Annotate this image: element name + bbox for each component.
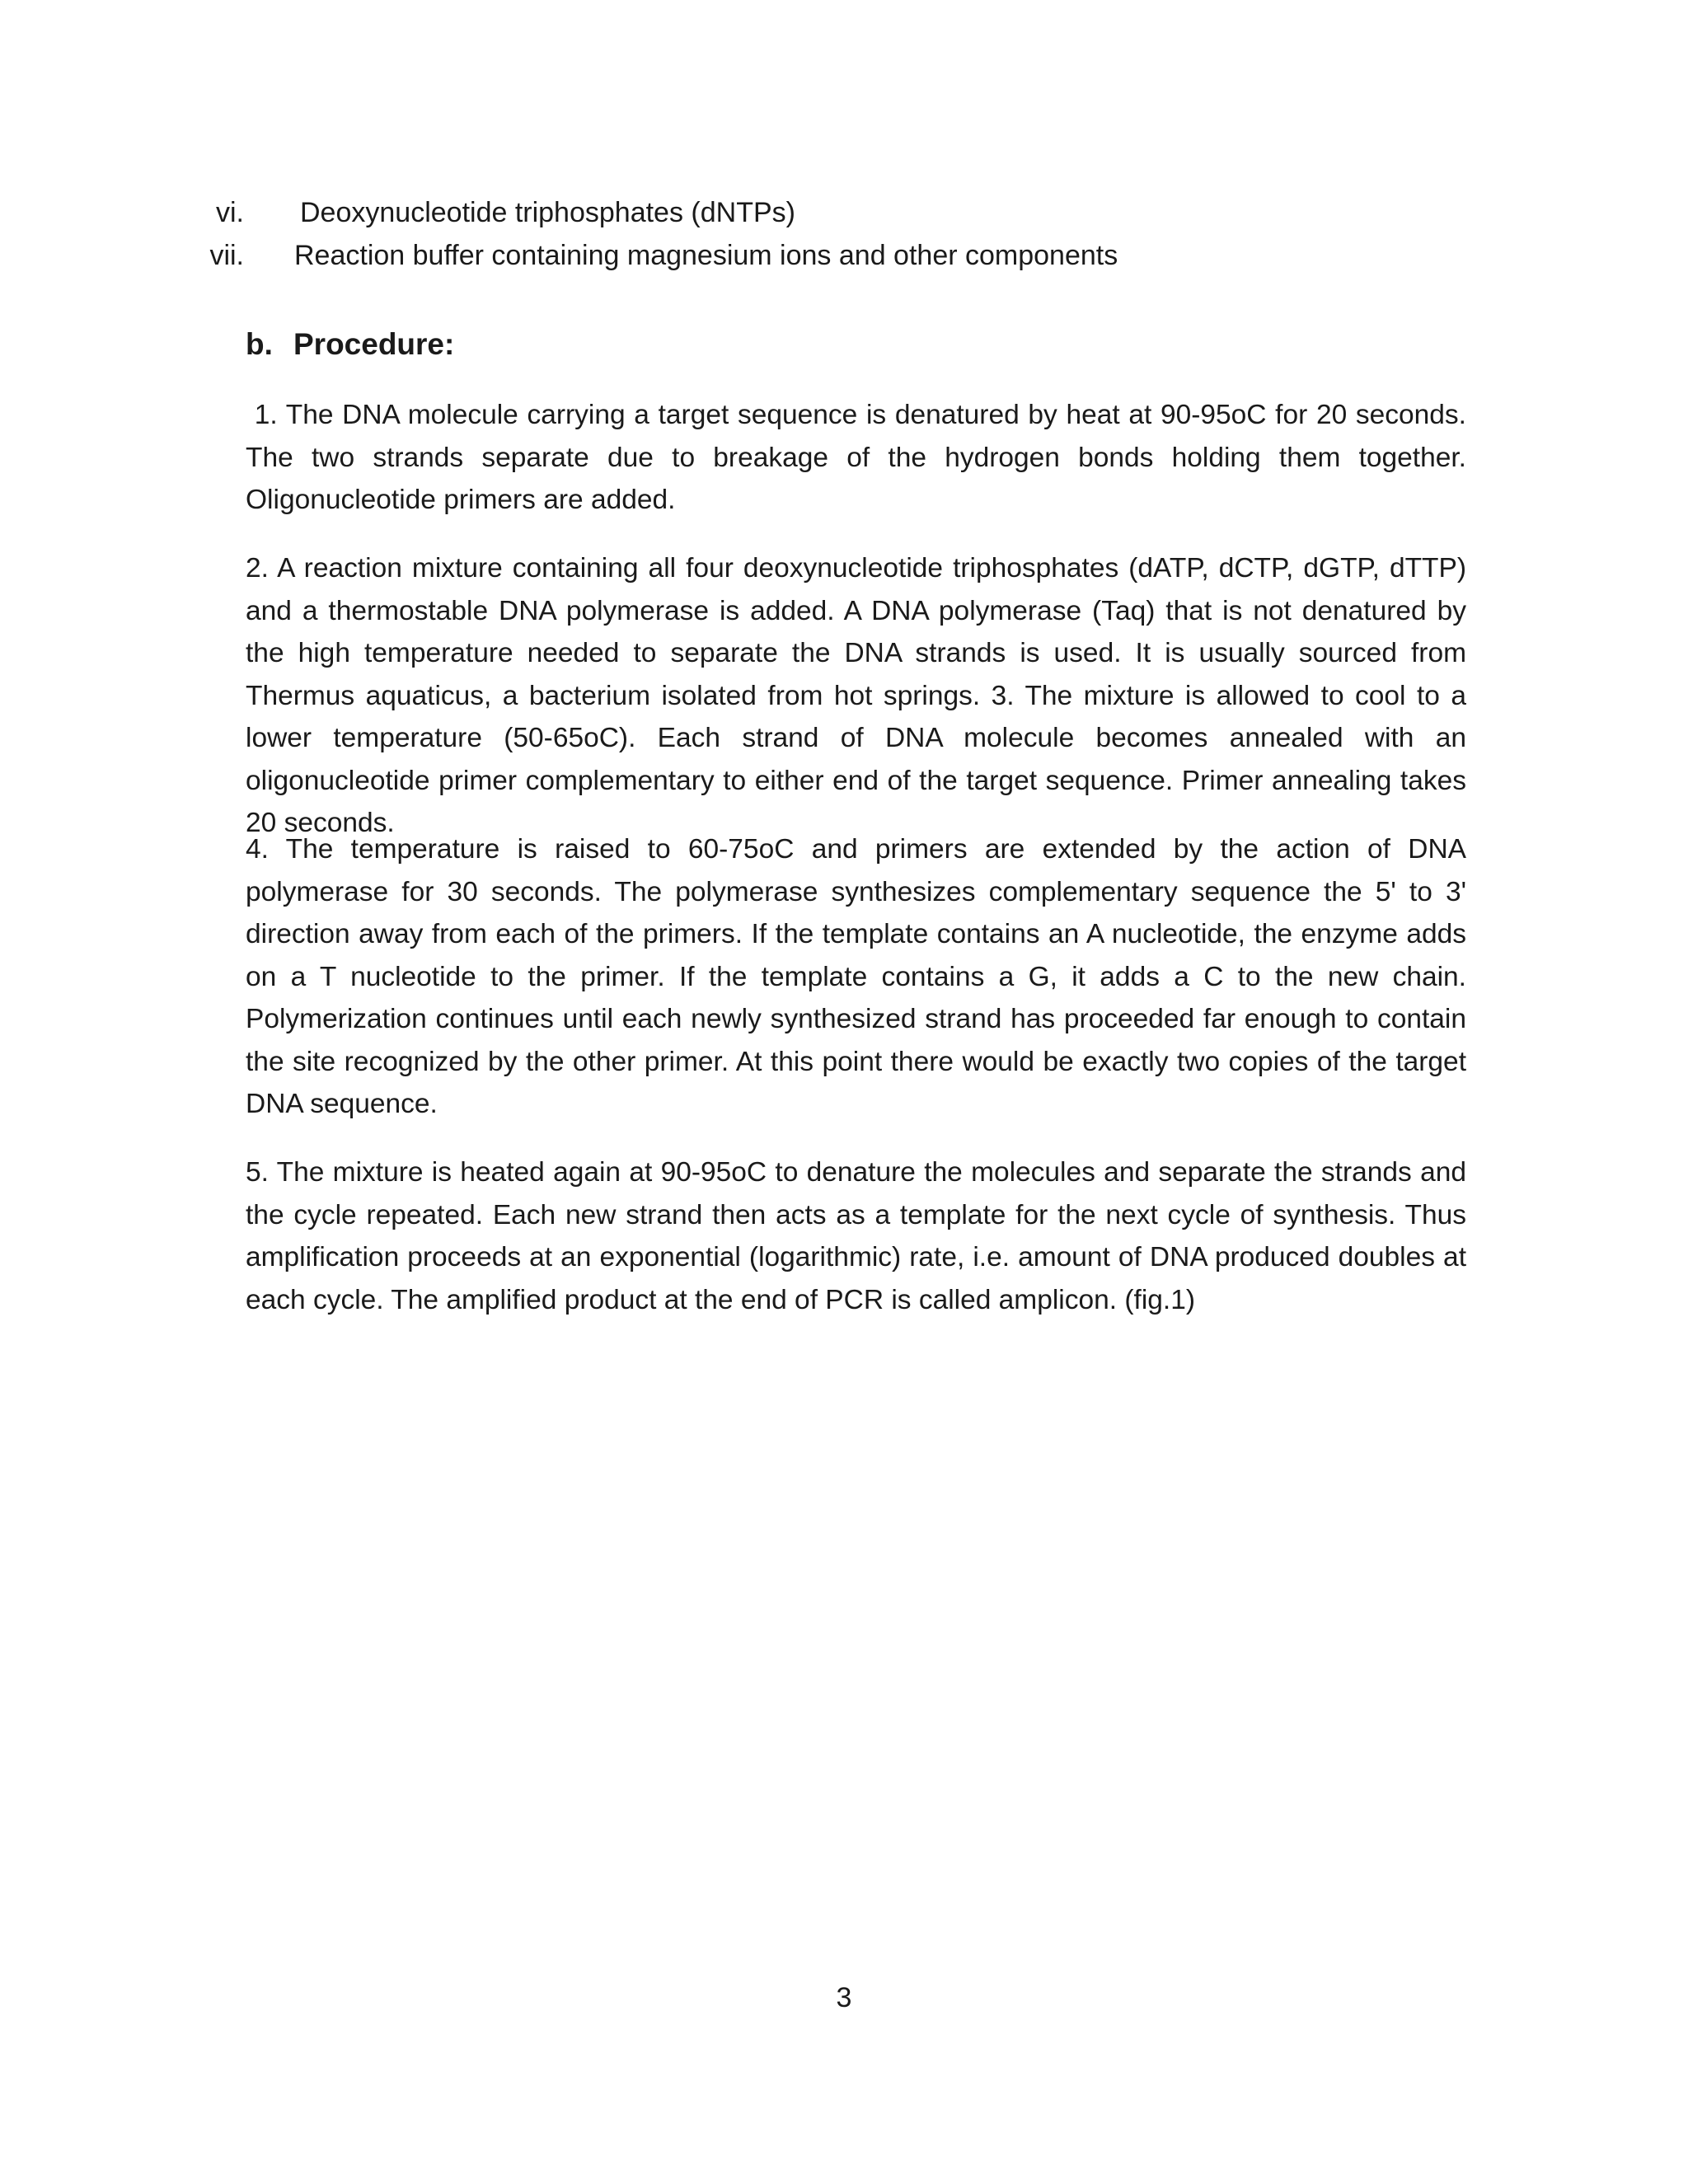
section-marker: b.	[246, 327, 273, 361]
list-item-text: Deoxynucleotide triphosphates (dNTPs)	[300, 197, 795, 228]
paragraph-step-1: 1. The DNA molecule carrying a target sequence is denatured by heat at 90-95oC for 20 seconds. The two strands separate due to breakage of the hydrogen bonds holding them together. Oligonucleotide primers are added.	[246, 400, 1475, 515]
list-item-text: Reaction buffer containing magnesium ions and other components	[294, 240, 1118, 271]
section-title: Procedure:	[293, 327, 455, 361]
page-number: 3	[836, 1982, 852, 2013]
list-item-vi	[0, 191, 1688, 234]
paragraph-step-2-3: 2. A reaction mixture containing all four deoxynucleotide triphosphates (dATP, dCTP, dGTP, dTTP) and a thermostable DNA polymerase is added. A DNA polymerase (Taq) that is not denatured by the high temperature needed to separate the DNA strands is used. It is usually sourced from Thermus aquaticus, a bacterium isolated from hot springs. 3. The mixture is allowed to cool to a lower temperature (50-65oC). Each strand of DNA molecule becomes annealed with an oligonucleotide primer complementary to either end of the target sequence. Primer annealing takes 20 seconds.	[246, 553, 1466, 838]
list-marker: vi.	[216, 197, 244, 228]
section-heading	[246, 323, 454, 366]
list-item-vii	[0, 234, 1688, 277]
paragraph-step-5: 5. The mixture is heated again at 90-95oC to denature the molecules and separate the strands and the cycle repeated. Each new strand then acts as a template for the next cycle of synthesis. Thus amplification proceeds at an exponential (logarithmic) rate, i.e. amount of DNA produced doubles at each cycle. The amplified product at the end of PCR is called amplicon. (fig.1)	[246, 1157, 1466, 1315]
list-marker: vii.	[209, 240, 244, 271]
paragraph-step-4: 4. The temperature is raised to 60-75oC and primers are extended by the action of DNA polymerase for 30 seconds. The polymerase synthesizes complementary sequence the 5' to 3' direction away from each of the primers. If the template contains an A nucleotide, the enzyme adds on a T nucleotide to the primer. If the template contains a G, it adds a C to the new chain. Polymerization continues until each newly synthesized strand has proceeded far enough to contain the site recognized by the other primer. At this point there would be exactly two copies of the target DNA sequence.	[246, 834, 1466, 1119]
